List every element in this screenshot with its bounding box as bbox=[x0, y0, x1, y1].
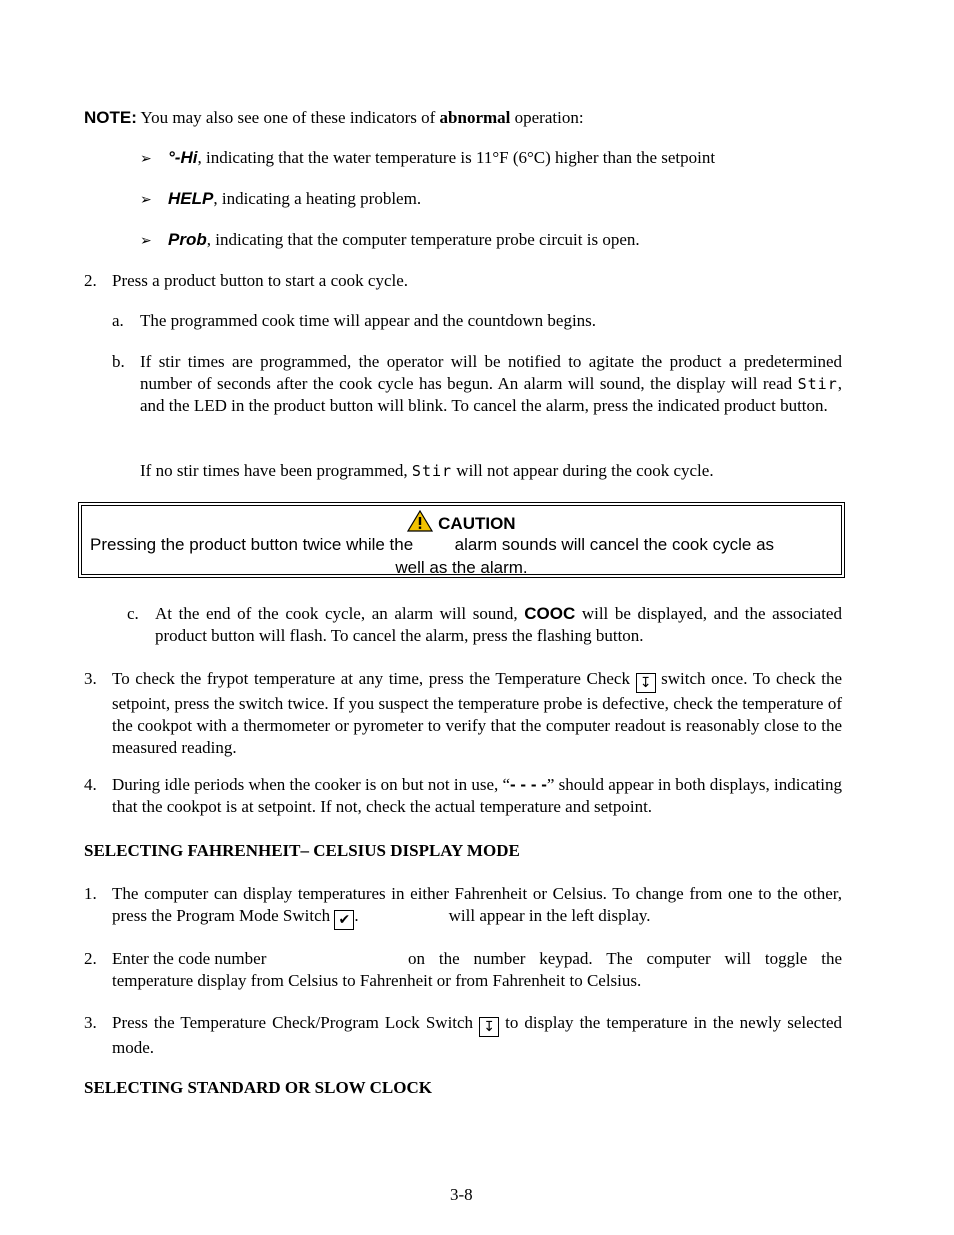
step-2b-text bbox=[140, 351, 842, 417]
caution-box bbox=[78, 502, 845, 578]
cooc-code: COOC bbox=[524, 604, 576, 623]
note-bullet-3 bbox=[140, 229, 640, 253]
note-bold-word: abnormal bbox=[439, 108, 511, 127]
step-2a-text: The programmed cook time will appear and the countdown begins. bbox=[140, 311, 597, 330]
note-text-after: operation: bbox=[510, 108, 584, 127]
section-1-item-1-tail: will appear in the left display. bbox=[448, 906, 651, 925]
note-bullet-1 bbox=[140, 147, 715, 171]
step-3-number: 3. bbox=[84, 669, 97, 688]
step-2c-text-after: will be displayed, and the associated product button will flash. To cancel the alarm, press the flashing button. bbox=[155, 604, 842, 645]
step-2-number: 2. bbox=[84, 271, 97, 290]
step-2b-text-before: If stir times are programmed, the operator will be notified to agitate the product a predetermined number of seconds after the cook cycle has begun. An alarm will sound, the display will read bbox=[140, 352, 842, 393]
thermometer-switch-icon: ↧ bbox=[479, 1017, 499, 1037]
bullet-text: , indicating that the water temperature is 11°F (6°C) higher than the setpoint bbox=[197, 148, 716, 167]
bullet-code: °-Hi bbox=[168, 148, 198, 167]
step-2b-text-after: , and the LED in the product button will blink. To cancel the alarm, press the indicated product button. bbox=[140, 374, 842, 415]
step-4-text-after: ” should appear in both displays, indicating that the cookpot is at setpoint. If not, check the actual temperature and setpoint. bbox=[112, 775, 842, 816]
caution-title-row bbox=[82, 510, 841, 535]
warning-triangle-icon bbox=[407, 510, 433, 532]
caution-line-2: well as the alarm. bbox=[395, 558, 528, 577]
section-1-item-2-after: on the number keypad. The computer will toggle the temperature display from Celsius to Fahrenheit or from Fahrenheit to Celsius. bbox=[112, 949, 842, 990]
step-2-text: Press a product button to start a cook cycle. bbox=[112, 271, 409, 290]
section-1-item-3-before: Press the Temperature Check/Program Lock Switch bbox=[112, 1013, 480, 1032]
note-bullet-2 bbox=[140, 188, 421, 212]
step-4-number: 4. bbox=[84, 775, 97, 794]
caution-line-1-right: alarm sounds will cancel the cook cycle as bbox=[454, 535, 775, 554]
section-1-item-3-text bbox=[112, 1012, 842, 1059]
idle-dashes: - - - - bbox=[510, 775, 547, 794]
thermometer-switch-icon: ↧ bbox=[636, 673, 656, 693]
arrow-bullet-icon: ➢ bbox=[140, 193, 152, 208]
note-label: NOTE: bbox=[84, 108, 137, 127]
step-3-text-after: switch once. To check the setpoint, press the switch twice. If you suspect the temperature probe is defective, check the temperature of the cookpot with a thermometer or pyrometer to verify that the computer readout is reasonably close to the measured reading. bbox=[112, 669, 842, 757]
step-2b-extra-before: If no stir times have been programmed, bbox=[140, 461, 412, 480]
step-2b-extra-after: will not appear during the cook cycle. bbox=[452, 461, 714, 480]
section-1-item-1-text bbox=[112, 883, 842, 930]
note-text-before: You may also see one of these indicators of bbox=[140, 108, 440, 127]
section-1-item-3-number: 3. bbox=[84, 1013, 97, 1032]
note-paragraph bbox=[84, 107, 584, 129]
step-3-text-before: To check the frypot temperature at any time, press the Temperature Check bbox=[112, 669, 636, 688]
section-1-item-1-before: The computer can display temperatures in either Fahrenheit or Celsius. To change from one to the other, press the Program Mode Switch bbox=[112, 884, 842, 925]
page-number: 3-8 bbox=[450, 1185, 473, 1204]
caution-line-1-left: Pressing the product button twice while the bbox=[90, 535, 414, 554]
caution-title: CAUTION bbox=[438, 514, 516, 533]
section-heading-fahrenheit-celsius: SELECTING FAHRENHEIT– CELSIUS DISPLAY MODE bbox=[84, 841, 520, 860]
section-1-item-2-before: Enter the code number bbox=[112, 949, 267, 968]
caution-line-1 bbox=[90, 534, 774, 556]
step-4-text bbox=[112, 774, 842, 818]
stir-display-code: Stir bbox=[797, 375, 838, 393]
step-2c-text bbox=[155, 603, 842, 647]
section-1-item-3-after: to display the temperature in the newly selected mode. bbox=[112, 1013, 842, 1057]
bullet-code: HELP bbox=[168, 189, 214, 208]
step-2c-text-before: At the end of the cook cycle, an alarm will sound, bbox=[155, 604, 525, 623]
arrow-bullet-icon: ➢ bbox=[140, 234, 152, 249]
step-2a-label: a. bbox=[112, 311, 124, 330]
bullet-text: , indicating that the computer temperature probe circuit is open. bbox=[206, 230, 640, 249]
step-2b-extra bbox=[140, 460, 714, 482]
caution-inner-border bbox=[81, 505, 842, 575]
step-4-text-before: During idle periods when the cooker is on but not in use, “ bbox=[112, 775, 511, 794]
section-1-item-1-number: 1. bbox=[84, 884, 97, 903]
section-heading-standard-slow-clock: SELECTING STANDARD OR SLOW CLOCK bbox=[84, 1078, 432, 1097]
step-2b-label: b. bbox=[112, 352, 125, 371]
arrow-bullet-icon: ➢ bbox=[140, 152, 152, 167]
bullet-code: Prob bbox=[168, 230, 207, 249]
section-1-item-2-number: 2. bbox=[84, 949, 97, 968]
stir-display-code: Stir bbox=[411, 462, 453, 480]
section-1-item-1-after: . bbox=[354, 906, 359, 925]
bullet-text: , indicating a heating problem. bbox=[213, 189, 422, 208]
step-2c-label: c. bbox=[127, 604, 139, 623]
step-3-text bbox=[112, 668, 842, 759]
checkmark-switch-icon: ✔ bbox=[334, 910, 354, 930]
section-1-item-2-text bbox=[112, 948, 842, 992]
